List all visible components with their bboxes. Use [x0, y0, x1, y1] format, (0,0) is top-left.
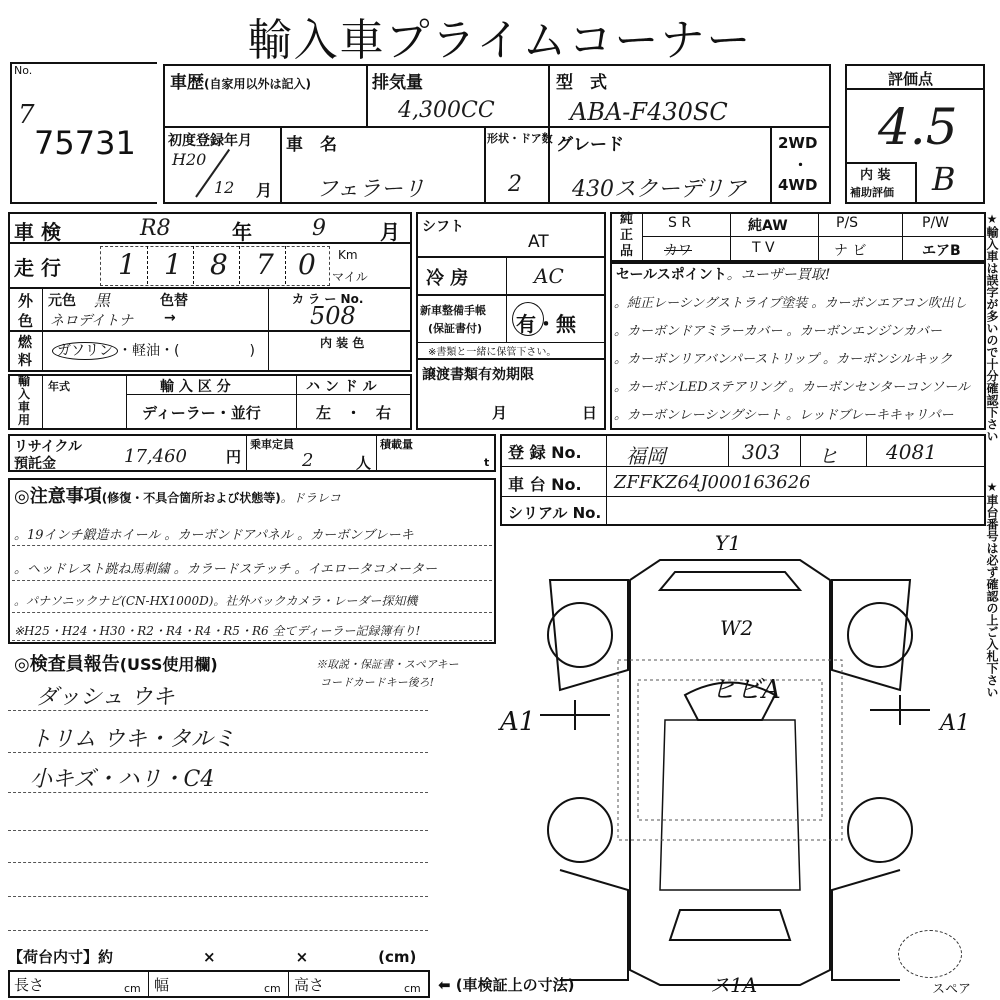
mileage-label: 走 行 — [14, 256, 61, 280]
drive-2wd: 2WD — [778, 134, 818, 152]
ac-label: 冷 房 — [426, 268, 469, 289]
capacity-value: 2 — [302, 450, 314, 471]
rear-window — [670, 910, 790, 940]
left-front-door — [550, 580, 628, 690]
drive-sep: ・ — [793, 156, 809, 174]
inspector-line-1: ダッシュ ウキ — [36, 685, 175, 710]
sales-point-line-3: 。カーボンリアバンパーストリップ 。カーボンシルキック — [614, 352, 953, 367]
equip-navi: ナ ビ — [834, 243, 867, 259]
load-unit: t — [484, 456, 490, 469]
note-line-4: ※H25・H24・H30・R2・R4・R4・R5・R6 全てディーラー記録簿有り! — [14, 624, 421, 638]
equip-tv: T V — [752, 240, 775, 256]
import-label: 輸入車用 — [18, 374, 31, 427]
model-label: 型 式 — [556, 73, 607, 93]
chassis-label: 車 台 No. — [508, 475, 582, 494]
dim-height-unit: cm — [404, 982, 421, 995]
grade-value: 430スクーデリア — [572, 177, 746, 202]
registration-kana: ヒ — [818, 444, 838, 468]
inspection-month: 9 — [312, 216, 326, 241]
notes-header: ◎注意事項(修復・不具合箇所および状態等)。ドラレコ — [14, 486, 341, 507]
inspector-line-2: トリム ウキ・タルミ — [30, 727, 235, 752]
equip-airbag: エアB — [922, 243, 961, 259]
doors-value: 2 — [508, 172, 522, 197]
equip-pw: P/W — [922, 215, 950, 231]
capacity-label: 乗車定員 — [250, 438, 294, 451]
side-note-bottom: ★車台番号は必ず確認の上ご入札下さい — [985, 480, 999, 698]
spare-label: スペア — [932, 982, 972, 997]
manual-value: 有・無 — [516, 312, 576, 336]
note-line-2: 。ヘッドレスト跳ね馬刺繍 。カラードステッチ 。イエロータコメーター — [14, 562, 437, 577]
car-name-value: フェラーリ — [316, 177, 425, 202]
handle-value: 左 ・ 右 — [316, 404, 392, 422]
mileage-unit-km: Km — [338, 248, 358, 262]
color-change-label: 色替 — [160, 293, 188, 309]
color-no-value: 508 — [310, 302, 356, 330]
dims-row — [8, 970, 430, 998]
handle-label: ハ ン ド ル — [306, 379, 377, 395]
score-label: 評価点 — [888, 70, 934, 88]
cargo-row: 【荷台内寸】約 × × (cm) — [8, 948, 417, 966]
displacement-value: 4,300CC — [398, 98, 495, 123]
diag-w2: W2 — [720, 616, 754, 640]
orig-color-value: 黒 — [94, 291, 111, 310]
interior-label2: 補助評価 — [850, 186, 894, 199]
dim-width-label: 幅 — [154, 976, 170, 994]
roof — [660, 720, 800, 890]
ext-color-side2: 色 — [18, 312, 34, 330]
import-kubun-label: 輸 入 区 分 — [160, 379, 231, 395]
note-line-1: 。19インチ鍛造ホイール 。カーボンドアパネル 。カーボンブレーキ — [14, 528, 414, 543]
diag-a1-left: A1 — [500, 707, 536, 737]
fuel-label1: 燃 — [18, 335, 32, 351]
first-reg-era: H20 — [172, 150, 207, 169]
score-value: 4.5 — [878, 98, 958, 156]
manual-label1: 新車整備手帳 — [420, 304, 486, 317]
shift-value: AT — [528, 232, 549, 252]
sales-point-line-2: 。カーボンドアミラーカバー 。カーボンエンジンカバー — [614, 324, 942, 339]
dim-height-label: 高さ — [294, 976, 325, 994]
fuel-label2: 料 — [18, 353, 32, 369]
equipment-label: 純正品 — [620, 212, 634, 259]
sales-point-line-4: 。カーボンLEDステアリング 。カーボンセンターコンソール — [614, 380, 970, 395]
registration-num: 303 — [742, 440, 781, 464]
diag-rear: ス1A — [710, 973, 758, 997]
inspection-label: 車 検 — [14, 220, 61, 244]
wheel-rr — [848, 798, 912, 862]
note-line-3: 。パナソニックナビ(CN-HX1000D)。社外バックカメラ・レーダー探知機 — [14, 594, 418, 608]
dim-width-unit: cm — [264, 982, 281, 995]
inspection-month-unit: 月 — [380, 220, 400, 244]
right-front-door — [832, 580, 910, 690]
fuel-options: ガソリン ・軽油・( ) — [52, 340, 255, 360]
dim-length-label: 長さ — [14, 976, 45, 994]
shift-label: シフト — [422, 219, 464, 235]
equip-aw: 純AW — [748, 218, 788, 234]
inspection-era: R8 — [140, 216, 171, 241]
manual-label2: (保証書付) — [428, 322, 483, 335]
mileage-digit-3: 8 — [210, 248, 228, 281]
no-value: 75731 — [34, 124, 136, 162]
inspection-year-unit: 年 — [232, 220, 252, 244]
equip-sr: S R — [668, 215, 692, 231]
manual-note: ※書類と一緒に保管下さい。 — [428, 347, 557, 358]
import-year-label: 年式 — [48, 380, 70, 393]
serial-label: シリアル No. — [508, 504, 602, 522]
inspector-header: ◎検査員報告(USS使用欄) — [14, 654, 218, 675]
first-reg-month-unit: 月 — [256, 181, 273, 200]
mileage-digit-2: 1 — [164, 248, 182, 281]
doors-label: 形状・ドア数 — [487, 132, 553, 145]
drive-4wd: 4WD — [778, 176, 818, 194]
inspector-note-2: コードカードキー後ろ! — [320, 676, 435, 689]
mileage-digit-5: 0 — [298, 248, 316, 281]
color-arrow: → — [164, 310, 176, 326]
recycle-label2: 預託金 — [14, 456, 56, 472]
sales-points-header: セールスポイント。ユーザー買取! — [616, 267, 831, 283]
mileage-digit-1: 1 — [118, 248, 136, 281]
orig-color-label: 元色 — [48, 293, 76, 309]
history-label: 車歴(自家用以外は記入) — [170, 73, 311, 93]
page-title: 輸入車プライムコーナー — [247, 15, 753, 66]
recycle-unit: 円 — [226, 448, 242, 466]
first-reg-month: 12 — [214, 178, 235, 197]
ac-value: AC — [534, 264, 564, 288]
grade-label: グレード — [556, 135, 624, 155]
interior-label1: 内 装 — [860, 168, 891, 183]
dims-note: ⬅ (車検証上の寸法) — [438, 976, 575, 994]
displacement-label: 排気量 — [372, 73, 423, 93]
inspector-line-3: 小キズ・ハリ・C4 — [30, 767, 215, 792]
transfer-label: 譲渡書類有効期限 — [422, 367, 534, 383]
sales-point-line-1: 。純正レーシングストライプ塗装 。カーボンエアコン吹出し — [614, 296, 967, 311]
equip-kawa: カワ — [664, 243, 692, 259]
diag-y1: Y1 — [715, 531, 741, 555]
sales-point-line-5: 。カーボンレーシングシート 。レッドブレーキキャリパー — [614, 408, 954, 423]
diag-a1-right: A1 — [940, 711, 970, 736]
import-kubun-value: ディーラー・並行 — [142, 404, 261, 422]
first-reg-label: 初度登録年月 — [168, 133, 252, 149]
no-prefix: 7 — [18, 100, 35, 130]
color-no-label: カ ラ ー No. — [292, 292, 364, 306]
model-value: ABA-F430SC — [570, 98, 728, 126]
manual-circle — [512, 302, 544, 336]
dim-length-unit: cm — [124, 982, 141, 995]
registration-pref: 福岡 — [626, 444, 666, 468]
no-label: No. — [14, 64, 33, 77]
side-note-top: ★輸入車は誤字が多いので十分確認下さい — [985, 212, 999, 442]
equip-ps: P/S — [836, 215, 859, 231]
wheel-lr — [548, 798, 612, 862]
wheel-lf — [548, 603, 612, 667]
interior-value: B — [932, 160, 956, 198]
load-label: 積載量 — [380, 438, 413, 451]
interior-color-label: 内 装 色 — [320, 336, 365, 350]
ext-color-side1: 外 — [18, 292, 34, 310]
car-name-label: 車 名 — [286, 135, 337, 155]
mileage-digit-4: 7 — [256, 248, 274, 281]
front-bumper — [660, 572, 800, 590]
mileage-unit-mile: マイル — [332, 270, 368, 284]
car-diagram — [500, 530, 970, 997]
color-desc: ネロデイトナ — [50, 313, 134, 329]
registration-label: 登 録 No. — [508, 443, 582, 462]
capacity-unit: 人 — [356, 454, 372, 472]
recycle-label1: リサイクル — [14, 439, 83, 455]
spare-circle — [898, 930, 962, 978]
transfer-month: 月 — [492, 404, 508, 422]
registration-serial: 4081 — [886, 440, 937, 464]
inspector-note-1: ※取説・保証書・スペアキー — [316, 658, 459, 671]
transfer-day: 日 — [582, 404, 598, 422]
wheel-rf — [848, 603, 912, 667]
chassis-value: ZFFKZ64J000163626 — [614, 472, 811, 493]
diag-hood: ヒビA — [710, 675, 781, 705]
recycle-value: 17,460 — [124, 446, 187, 467]
